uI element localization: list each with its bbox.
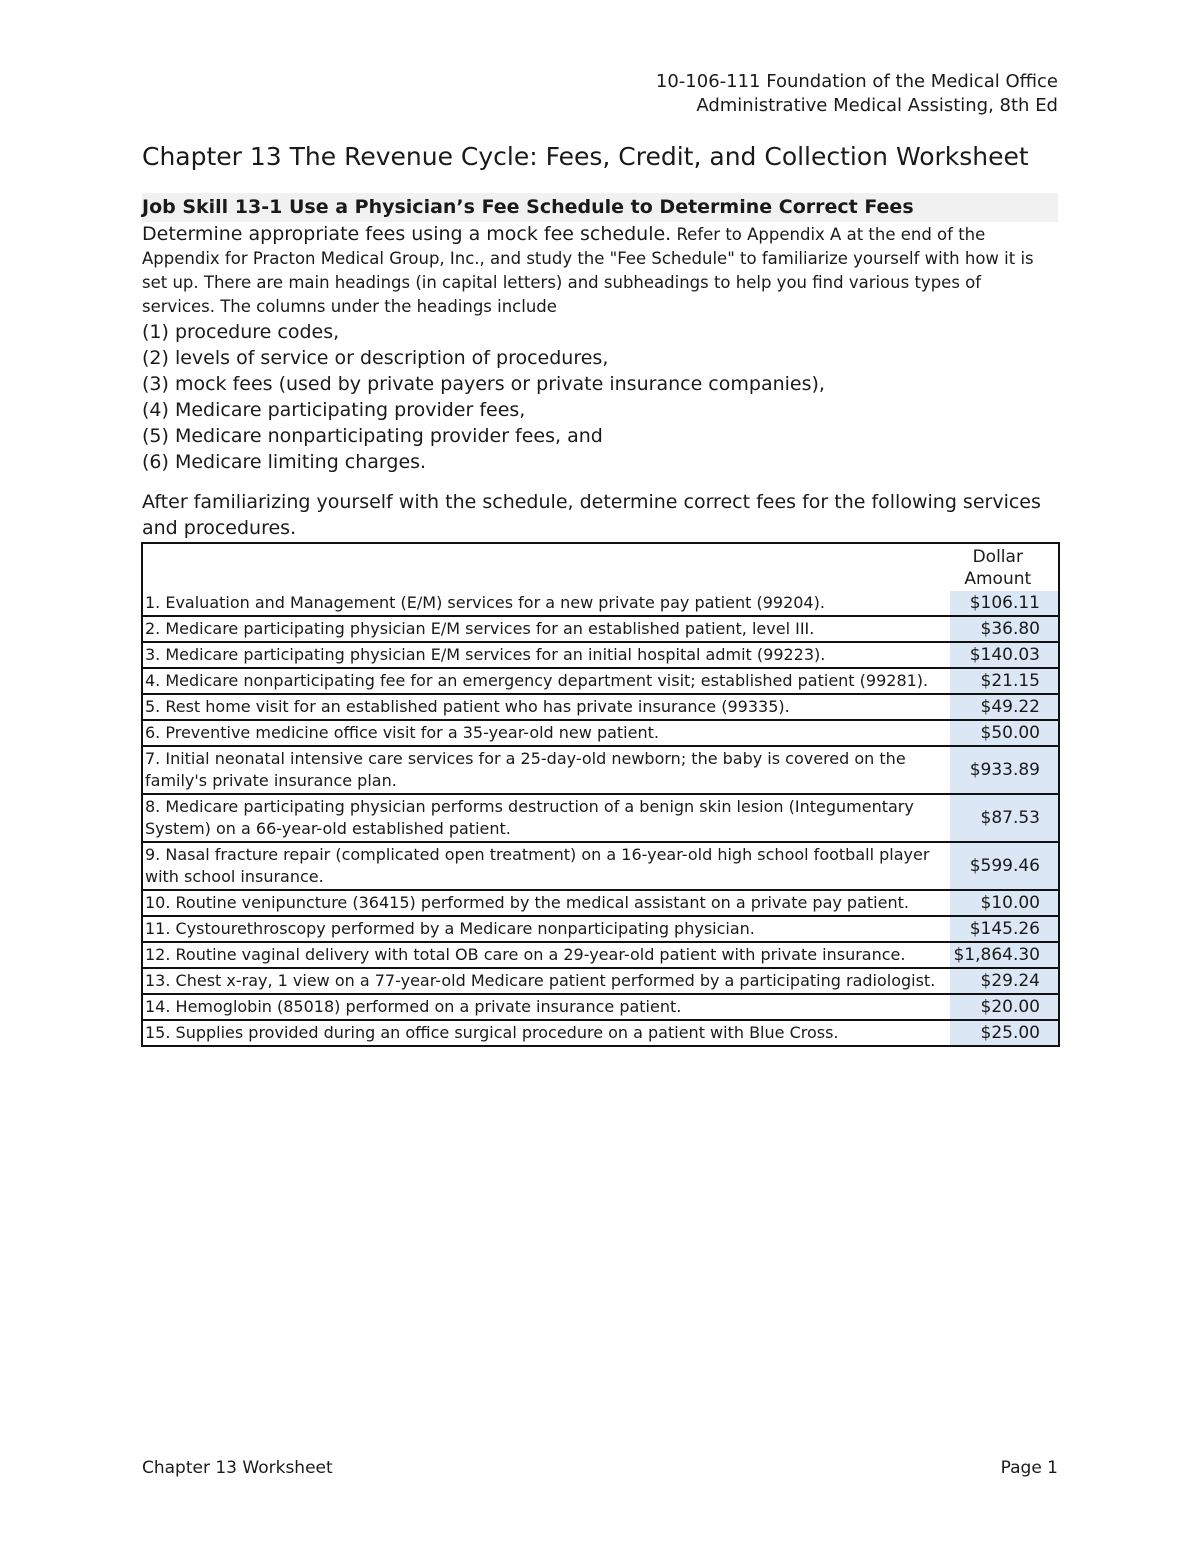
table-row [142,694,1058,720]
fee-amount[interactable]: $106.11 [950,591,1058,616]
list-item: (6) Medicare limiting charges. [142,451,427,473]
instructions-paragraph [142,222,1058,319]
amount-header: Dollar Amount [950,543,1058,591]
fee-amount[interactable]: $1,864.30 [950,942,1058,968]
table-row [142,1020,1058,1046]
instructions-body: Refer to Appendix A at the end of the Appendix for Practon Medical Group, Inc., and study the "Fee Schedule" to familiarize yourself with how it is set up. There are main headings (in capital letters) and subheadings to help you find various types of services. The columns under the headings include [142,225,1034,316]
course-title: 10-106-111 Foundation of the Medical Office [655,71,1058,92]
instructions [142,222,1058,541]
fee-description: 4. Medicare nonparticipating fee for an emergency department visit; established patient (99281). [142,668,950,694]
table-row [142,994,1058,1020]
fee-description: 13. Chest x-ray, 1 view on a 77-year-old Medicare patient performed by a participating radiologist. [142,968,950,994]
table-row [142,842,1058,890]
fee-description: 14. Hemoglobin (85018) performed on a private insurance patient. [142,994,950,1020]
table-row [142,968,1058,994]
fee-amount[interactable]: $933.89 [950,746,1058,794]
worksheet-title: Chapter 13 The Revenue Cycle: Fees, Credit, and Collection Worksheet [142,142,1029,171]
book-title: Administrative Medical Assisting, 8th Ed [696,95,1058,116]
list-item: (2) levels of service or description of procedures, [142,347,609,369]
columns-list [142,319,1058,475]
instructions-lead: Determine appropriate fees using a mock fee schedule. [142,223,672,245]
fee-amount[interactable]: $10.00 [950,890,1058,916]
fee-description: 8. Medicare participating physician performs destruction of a benign skin lesion (Integumentary System) on a 66-year-old established patient. [142,794,950,842]
list-item: (5) Medicare nonparticipating provider fees, and [142,425,603,447]
fee-description: 6. Preventive medicine office visit for a 35-year-old new patient. [142,720,950,746]
fee-amount[interactable]: $36.80 [950,616,1058,642]
table-row [142,720,1058,746]
list-item: (1) procedure codes, [142,321,340,343]
table-row [142,616,1058,642]
fee-amount[interactable]: $140.03 [950,642,1058,668]
footer-chapter: Chapter 13 Worksheet [142,1458,333,1478]
fee-description: 9. Nasal fracture repair (complicated open treatment) on a 16-year-old high school football player with school insurance. [142,842,950,890]
table-row [142,591,1058,616]
table-row [142,942,1058,968]
table-row [142,668,1058,694]
table-row [142,916,1058,942]
table-row [142,890,1058,916]
fee-description: 10. Routine venipuncture (36415) performed by the medical assistant on a private pay patient. [142,890,950,916]
fee-amount[interactable]: $21.15 [950,668,1058,694]
description-header [142,543,950,591]
list-item: (3) mock fees (used by private payers or private insurance companies), [142,373,825,395]
table-row [142,642,1058,668]
fee-description: 3. Medicare participating physician E/M services for an initial hospital admit (99223). [142,642,950,668]
fee-description: 5. Rest home visit for an established patient who has private insurance (99335). [142,694,950,720]
fee-description: 2. Medicare participating physician E/M services for an established patient, level III. [142,616,950,642]
job-skill-heading: Job Skill 13-1 Use a Physician’s Fee Schedule to Determine Correct Fees [142,193,1058,222]
footer-page-number: Page 1 [1000,1458,1058,1478]
fee-amount[interactable]: $145.26 [950,916,1058,942]
fees-table [142,543,1058,1047]
table-header-row [142,543,1058,591]
fee-description: 12. Routine vaginal delivery with total OB care on a 29-year-old patient with private insurance. [142,942,950,968]
table-row [142,794,1058,842]
fee-amount[interactable]: $49.22 [950,694,1058,720]
fee-amount[interactable]: $29.24 [950,968,1058,994]
fee-amount[interactable]: $20.00 [950,994,1058,1020]
fee-description: 15. Supplies provided during an office surgical procedure on a patient with Blue Cross. [142,1020,950,1046]
fee-description: 1. Evaluation and Management (E/M) services for a new private pay patient (99204). [142,591,950,616]
table-row [142,746,1058,794]
page-header [656,70,1058,118]
fee-description: 11. Cystourethroscopy performed by a Medicare nonparticipating physician. [142,916,950,942]
fee-amount[interactable]: $87.53 [950,794,1058,842]
after-instructions: After familiarizing yourself with the schedule, determine correct fees for the following services and procedures. [142,491,1041,539]
fee-amount[interactable]: $50.00 [950,720,1058,746]
list-item: (4) Medicare participating provider fees, [142,399,526,421]
fee-amount[interactable]: $599.46 [950,842,1058,890]
fee-description: 7. Initial neonatal intensive care services for a 25-day-old newborn; the baby is covered on the family's private insurance plan. [142,746,950,794]
fee-amount[interactable]: $25.00 [950,1020,1058,1046]
